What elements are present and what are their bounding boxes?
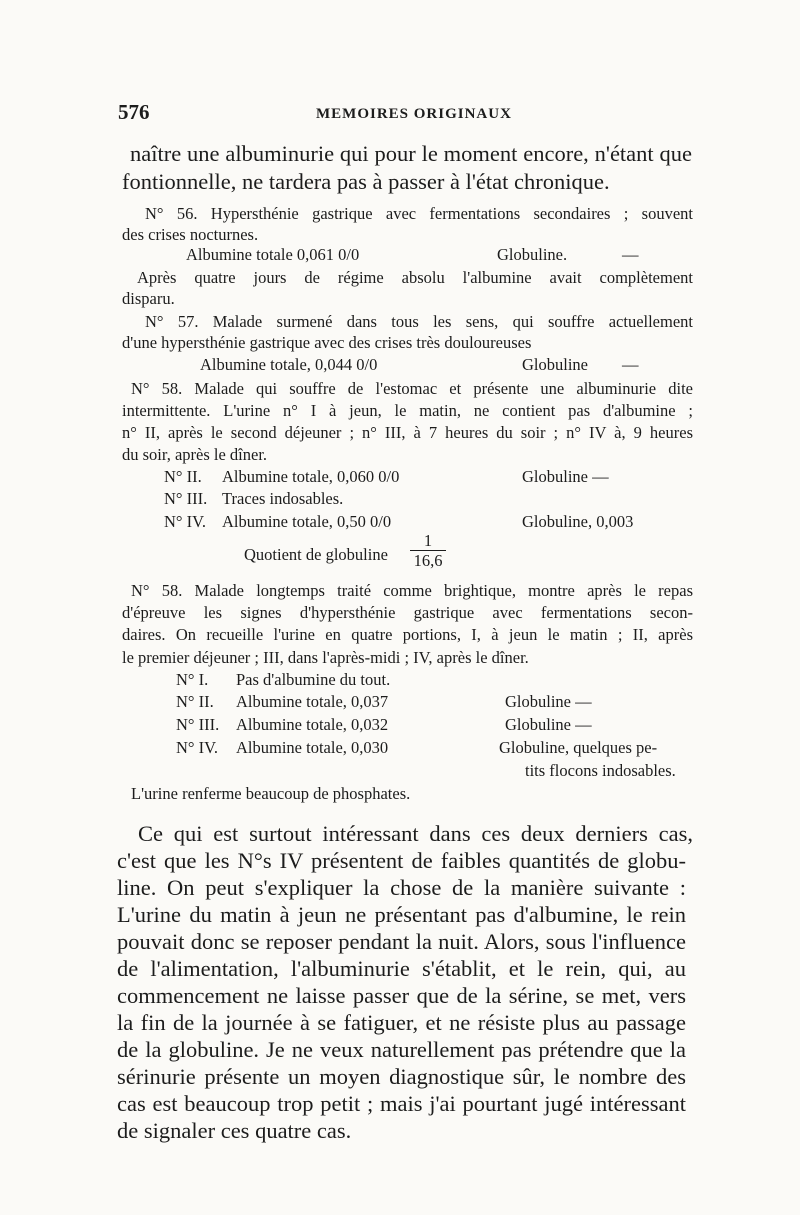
case56-line-2: des crises nocturnes.: [122, 225, 259, 244]
case58a-line-2: intermittente. L'urine n° I à jeun, le matin, ne contient pas d'albumine ;: [122, 401, 693, 420]
case58a-row-4-globuline: Globuline, 0,003: [522, 512, 634, 531]
case58a-row-2-text: Albumine totale, 0,060 0/0: [222, 467, 400, 486]
conclusion-line-6: de l'alimentation, l'albuminurie s'établit, et le rein, qui, au: [117, 956, 686, 981]
conclusion-line-8: la fin de la journée à se fatiguer, et ne résiste plus au passage: [117, 1010, 686, 1035]
case56-line-1: N° 56. Hypersthénie gastrique avec fermentations secondaires ; souvent: [145, 204, 693, 223]
case58b-row-2-label: N° II.: [176, 692, 214, 711]
conclusion-line-7: commencement ne laisse passer que de la sérine, se met, vers: [117, 983, 686, 1008]
case58b-row-4-text: Albumine totale, 0,030: [236, 738, 389, 757]
case58b-row-3-text: Albumine totale, 0,032: [236, 715, 389, 734]
case58a-row-4-label: N° IV.: [164, 512, 207, 531]
intro-line-2: fontionnelle, ne tardera pas à passer à l'état chronique.: [122, 169, 610, 194]
case58b-row-1-text: Pas d'albumine du tout.: [236, 670, 391, 689]
case58a-row-2-label: N° II.: [164, 467, 202, 486]
conclusion-line-4: L'urine du matin à jeun ne présentant pas d'albumine, le rein: [117, 902, 686, 927]
case56-globuline: Globuline.: [497, 245, 568, 264]
case58b-continuation: tits flocons indosables.: [525, 761, 676, 780]
case56-albumine: Albumine totale 0,061 0/0: [186, 245, 360, 264]
case57-dash: —: [622, 355, 639, 374]
case58a-row-2-globuline: Globuline —: [522, 467, 609, 486]
case58a-row-4-text: Albumine totale, 0,50 0/0: [222, 512, 392, 531]
conclusion-line-3: line. On peut s'expliquer la chose de la manière suivante :: [117, 875, 686, 900]
case57-line-2: d'une hypersthénie gastrique avec des crises très douloureuses: [122, 333, 532, 352]
conclusion-line-10: sérinurie présente un moyen diagnostique sûr, le nombre des: [117, 1064, 686, 1089]
case56-dash: —: [622, 245, 639, 264]
case58b-row-2-globuline: Globuline —: [505, 692, 592, 711]
quotient-label: Quotient de globuline: [244, 545, 388, 564]
conclusion-line-12: de signaler ces quatre cas.: [117, 1118, 352, 1143]
case57-globuline: Globuline: [522, 355, 588, 374]
page-number: 576: [118, 100, 150, 124]
case56-after-2: disparu.: [122, 289, 175, 308]
running-title: MEMOIRES ORIGINAUX: [316, 106, 512, 122]
case58b-line-2: d'épreuve les signes d'hypersthénie gastrique avec fermentations secon-: [122, 603, 693, 622]
case58b-row-3-label: N° III.: [176, 715, 220, 734]
case58b-line-1: N° 58. Malade longtemps traité comme brightique, montre après le repas: [131, 581, 693, 600]
case58b-row-4-label: N° IV.: [176, 738, 219, 757]
quotient-numerator: 1: [423, 531, 433, 550]
case58b-line-4: le premier déjeuner ; III, dans l'après-midi ; IV, après le dîner.: [122, 648, 529, 667]
case57-albumine: Albumine totale, 0,044 0/0: [200, 355, 378, 374]
conclusion-line-5: pouvait donc se reposer pendant la nuit. Alors, sous l'influence: [117, 929, 686, 954]
case58a-row-3-text: Traces indosables.: [222, 489, 344, 508]
conclusion-line-11: cas est beaucoup trop petit ; mais j'ai pourtant jugé intéressant: [117, 1091, 686, 1116]
case58a-line-1: N° 58. Malade qui souffre de l'estomac et présente une albuminurie dite: [131, 379, 693, 398]
case58a-line-4: du soir, après le dîner.: [122, 445, 268, 464]
case56-after-1: Après quatre jours de régime absolu l'albumine avait complètement: [137, 268, 693, 287]
quotient-fraction: [410, 532, 446, 571]
case58b-line-3: daires. On recueille l'urine en quatre portions, I, à jeun le matin ; II, après: [122, 625, 693, 644]
conclusion-line-1: Ce qui est surtout intéressant dans ces deux derniers cas,: [138, 821, 693, 846]
conclusion-line-2: c'est que les N°s IV présentent de faibles quantités de globu-: [117, 848, 686, 873]
case58b-row-2-text: Albumine totale, 0,037: [236, 692, 389, 711]
case57-line-1: N° 57. Malade surmené dans tous les sens, qui souffre actuellement: [145, 312, 693, 331]
case58b-row-4-globuline: Globuline, quelques pe-: [499, 738, 658, 757]
case58a-line-3: n° II, après le second déjeuner ; n° III, à 7 heures du soir ; n° IV à, 9 heures: [122, 423, 693, 442]
intro-line-1: naître une albuminurie qui pour le moment encore, n'étant que: [130, 141, 692, 166]
quotient-denominator: 16,6: [413, 551, 443, 570]
case58a-row-3-label: N° III.: [164, 489, 208, 508]
case58b-row-1-label: N° I.: [176, 670, 209, 689]
case58b-note: L'urine renferme beaucoup de phosphates.: [131, 784, 411, 803]
conclusion-line-9: de la globuline. Je ne veux naturellement pas prétendre que la: [117, 1037, 686, 1062]
case58b-row-3-globuline: Globuline —: [505, 715, 592, 734]
